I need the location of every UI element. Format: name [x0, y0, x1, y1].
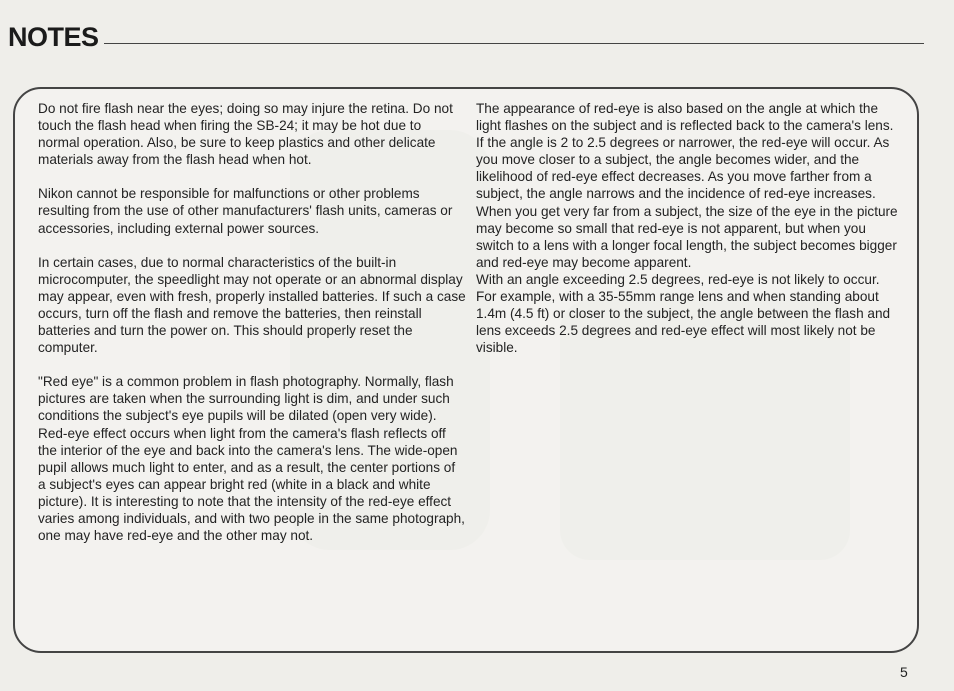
heading-rule [104, 43, 924, 44]
paragraph: The appearance of red-eye is also based on the angle at which the light flashes on the subject and is reflected back to the camera's lens. If the angle is 2 to 2.5 degrees or narrower, the red-eye will occur. As you move closer to a subject, the angle becomes wider, and the likelihood of red-eye effect decreases. As you move farther from a subject, the angle narrows and the incidence of red-eye increases. When you get very far from a subject, the size of the eye in the picture may become so small that red-eye is not apparent, but when you switch to a lens with a longer focal length, the subject becomes bigger and red-eye may become apparent. [476, 101, 898, 270]
right-column [476, 100, 902, 356]
paragraph: Nikon cannot be responsible for malfunctions or other problems resulting from the use of other manufacturers' flash units, cameras or accessories, including external power sources. [38, 186, 453, 236]
page-title: NOTES [8, 22, 99, 52]
paragraph: Do not fire flash near the eyes; doing so may injure the retina. Do not touch the flash head when firing the SB-24; it may be hot due to normal operation. Also, be sure to keep plastics and other delicate materials away from the flash head when hot. [38, 101, 453, 168]
paragraph: "Red eye" is a common problem in flash photography. Normally, flash pictures are taken when the surrounding light is dim, and under such conditions the subject's eye pupils will be dilated (open very wide). Red-eye effect occurs when light from the camera's flash reflects off the interior of the eye and back into the camera's lens. The wide-open pupil allows much light to enter, and as a result, the center portions of a subject's eyes can appear bright red (white in a black and white picture). It is interesting to note that the intensity of the red-eye effect varies among individuals, and with two people in the same photograph, one may have red-eye and the other may not. [38, 374, 465, 544]
left-column [38, 100, 466, 561]
paragraph: In certain cases, due to normal characteristics of the built-in microcomputer, the speedlight may not operate or an abnormal display may appear, even with fresh, properly installed batteries. If such a case occurs, turn off the flash and remove the batteries, then reinstall batteries and turn the power on. This should properly reset the computer. [38, 254, 466, 356]
page-number: 5 [900, 664, 908, 680]
paragraph: With an angle exceeding 2.5 degrees, red-eye is not likely to occur. For example, with a 35-55mm range lens and when standing about 1.4m (4.5 ft) or closer to the subject, the angle between the flash and lens exceeds 2.5 degrees and red-eye effect will most likely not be visible. [476, 271, 891, 356]
header [8, 22, 922, 62]
